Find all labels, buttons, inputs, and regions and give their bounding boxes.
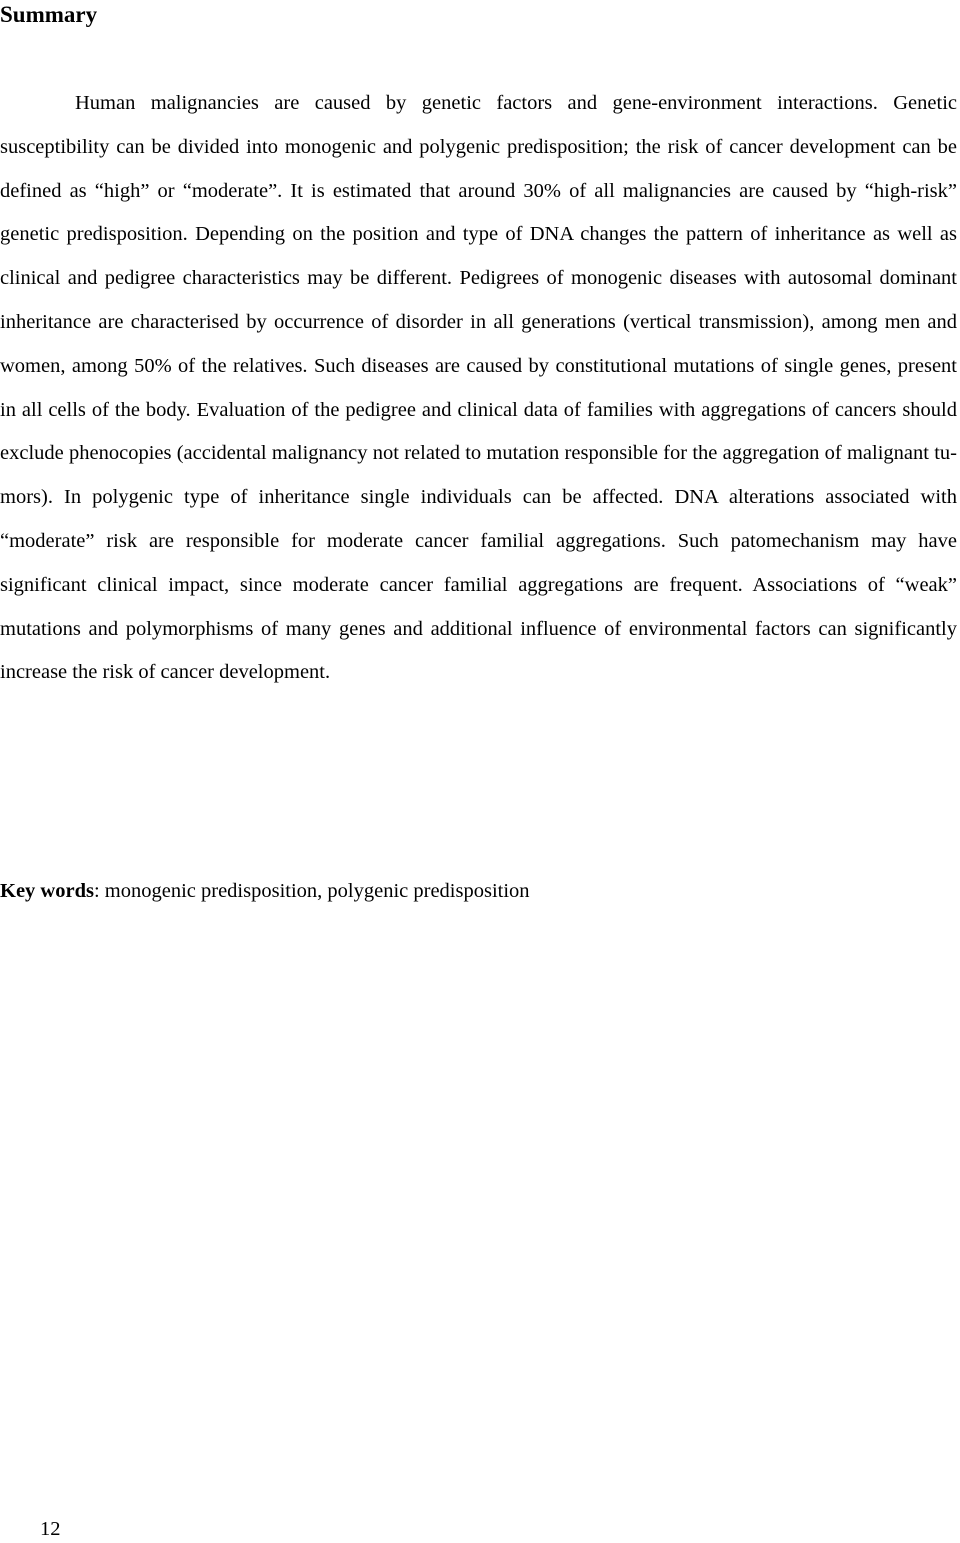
page-number: 12 — [40, 1518, 61, 1540]
keywords-value: monogenic predisposition, polygenic predisposition — [104, 880, 530, 902]
keywords-separator: : — [93, 880, 105, 902]
section-heading: Summary — [0, 2, 98, 27]
keywords-line — [0, 870, 530, 913]
keywords-label: Key words — [0, 880, 94, 902]
summary-paragraph: Human malignancies are caused by genetic factors and gene-environment interactions. Genetic susceptibility can be divided into monogenic and polygenic predisposition; the risk of cancer development can be defined as “high” or “moderate”. It is estimated that around 30% of all malignancies are caused by “high-risk” genetic predisposition. Depending on the position and type of DNA changes the pattern of inheritance as well as clinical and pedigree characteristics may be different. Pedigrees of monogenic diseases with autosomal dominant inheritance are characterised by occurrence of disorder in all generations (vertical transmission), among men and women, among 50% of the relatives. Such diseases are caused by constitutional mutations of single genes, present in all cells of the body. Evaluation of the pedigree and clinical data of families with aggregations of cancers should exclude phenocopies (accidental malignancy not related to mutation responsible for the aggregation of malignant tumors). In polygenic type of inheritance single individuals can be affected. DNA alterations associated with “moderate” risk are responsible for moderate cancer familial aggregations. Such patomechanism may have significant clinical impact, since moderate cancer familial aggregations are frequent. Associations of “weak” mutations and polymorphisms of many genes and additional influence of environmental factors can significantly increase the risk of cancer development. — [0, 92, 957, 684]
